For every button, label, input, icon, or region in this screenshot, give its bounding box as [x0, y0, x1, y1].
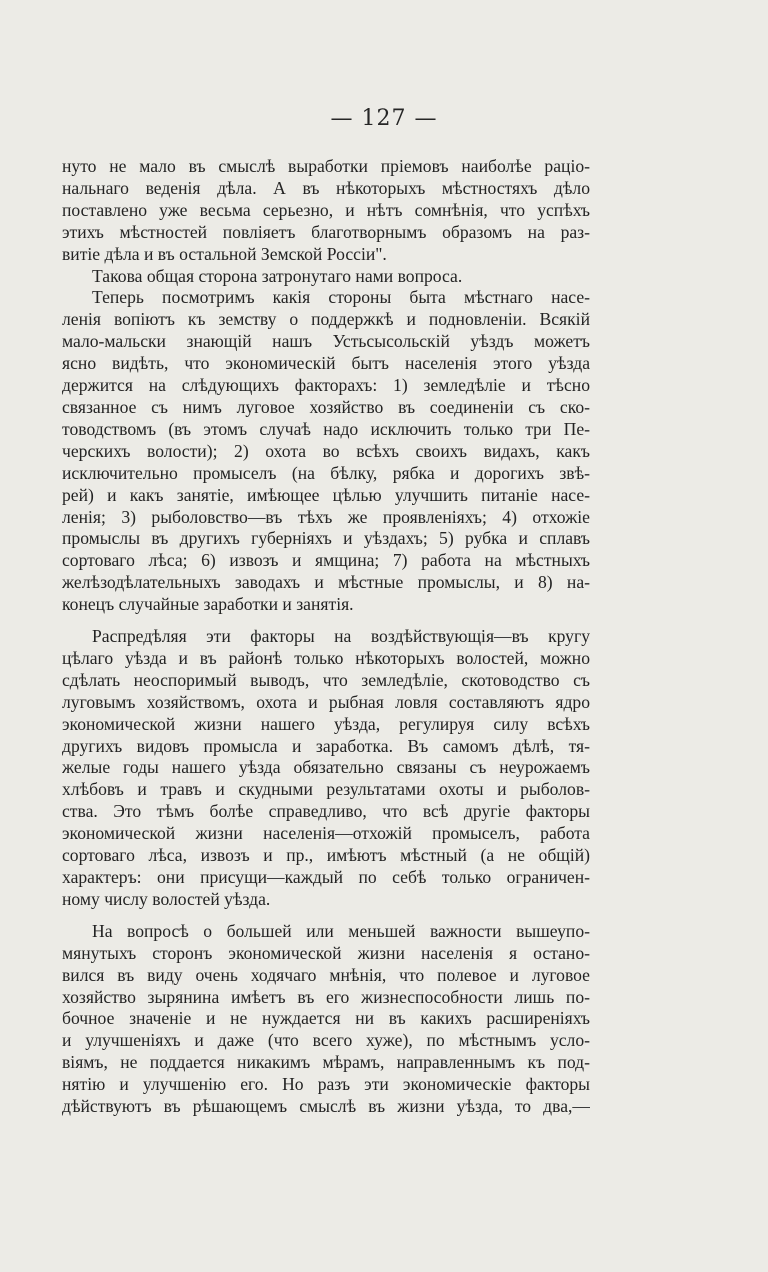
- text-line: товодствомъ (въ этомъ случаѣ надо исключить только три Пе-: [62, 418, 590, 439]
- text-line: сортоваго лѣса; 6) извозъ и ямщина; 7) работа на мѣстныхъ: [62, 550, 590, 571]
- paragraph: [62, 266, 590, 288]
- text-line: ленія вопіютъ къ земству о поддержкѣ и подновленіи. Всякій: [62, 309, 590, 330]
- text-line: экономической жизни населенія—отхожій промыселъ, работа: [62, 823, 590, 844]
- text-line: ному числу волостей уѣзда.: [62, 888, 271, 909]
- body-text: [62, 156, 590, 1118]
- text-line: сдѣлать неоспоримый выводъ, что земледѣліе, скотоводство съ: [62, 669, 590, 690]
- text-line: віямъ, не поддается никакимъ мѣрамъ, направленнымъ къ под-: [62, 1052, 590, 1073]
- text-line: ства. Это тѣмъ болѣе справедливо, что всѣ другіе факторы: [62, 801, 590, 822]
- text-line: цѣлаго уѣзда и въ районѣ только нѣкоторыхъ волостей, можно: [62, 647, 590, 668]
- text-line: хозяйство зырянина имѣетъ въ его жизнеспособности лишь по-: [62, 986, 590, 1007]
- text-line: исключительно промыселъ (на бѣлку, рябка и дорогихъ звѣ-: [62, 462, 590, 483]
- text-line: желѣзодѣлательныхъ заводахъ и мѣстные промыслы, и 8) на-: [62, 572, 590, 593]
- text-line: бочное значеніе и не нуждается ни въ какихъ расширеніяхъ: [62, 1008, 590, 1029]
- paragraph-gap: [62, 911, 590, 921]
- text-line: и улучшеніяхъ и даже (что всего хуже), по мѣстнымъ усло-: [62, 1030, 590, 1051]
- text-line: этихъ мѣстностей повліяетъ благотворнымъ образомъ на раз-: [62, 221, 590, 242]
- text-line: другихъ видовъ промысла и заработка. Въ самомъ дѣлѣ, тя-: [62, 735, 590, 756]
- text-line: витіе дѣла и въ остальной Земской Россіи".: [62, 243, 387, 264]
- paragraph: [62, 156, 590, 266]
- text-line: желые годы нашего уѣзда обязательно связаны съ неурожаемъ: [62, 757, 590, 778]
- text-line: промыслы въ другихъ губерніяхъ и уѣздахъ; 5) рубка и сплавъ: [62, 528, 590, 549]
- text-line: черскихъ волости); 2) охота во всѣхъ своихъ видахъ, какъ: [62, 440, 590, 461]
- paragraph-gap: [62, 616, 590, 626]
- text-line: держится на слѣдующихъ факторахъ: 1) земледѣліе и тѣсно: [62, 375, 590, 396]
- text-line: вился въ виду очень ходячаго мнѣнія, что полевое и луговое: [62, 964, 590, 985]
- paragraph: [62, 921, 590, 1118]
- text-line: ленія; 3) рыболовство—въ тѣхъ же проявленіяхъ; 4) отхожіе: [62, 506, 590, 527]
- text-line: связанное съ нимъ луговое хозяйство въ соединеніи съ ско-: [62, 396, 590, 417]
- text-line: мало-мальски знающій нашъ Устьсысольскій уѣздъ можетъ: [62, 331, 590, 352]
- text-line: нуто не мало въ смыслѣ выработки пріемовъ наиболѣе раціо-: [62, 156, 590, 176]
- text-line: поставлено уже весьма серьезно, и нѣтъ сомнѣнія, что успѣхъ: [62, 199, 590, 220]
- paragraph: [62, 626, 590, 911]
- text-line: нальнаго веденія дѣла. А въ нѣкоторыхъ мѣстностяхъ дѣло: [62, 177, 590, 198]
- text-line: Распредѣляя эти факторы на воздѣйствующія—въ кругу: [92, 626, 590, 647]
- text-line: луговымъ хозяйствомъ, охота и рыбная ловля составляютъ ядро: [62, 691, 590, 712]
- text-line: хлѣбовъ и травъ и скудными результатами охоты и рыболов-: [62, 779, 590, 800]
- text-line: нятію и улучшенію его. Но разъ эти экономическіе факторы: [62, 1074, 590, 1095]
- text-line: Теперь посмотримъ какія стороны быта мѣстнаго насе-: [92, 287, 590, 308]
- text-line: ясно видѣть, что экономическій бытъ населенія этого уѣзда: [62, 353, 590, 374]
- text-line: дѣйствуютъ въ рѣшающемъ смыслѣ въ жизни уѣзда, то два,—: [62, 1096, 590, 1117]
- text-line: экономической жизни нашего уѣзда, регулируя силу всѣхъ: [62, 713, 590, 734]
- page-number: — 127 —: [330, 106, 438, 131]
- text-line: характеръ: они присущи—каждый по себѣ только ограничен-: [62, 867, 590, 887]
- text-line: На вопросѣ о большей или меньшей важности вышеупо-: [92, 920, 590, 941]
- text-line: Такова общая сторона затронутаго нами вопроса.: [92, 265, 463, 286]
- text-line: конецъ случайные заработки и занятія.: [62, 594, 354, 615]
- text-line: сортоваго лѣса, извозъ и пр., имѣютъ мѣстный (а не общій): [62, 845, 590, 866]
- text-line: рей) и какъ занятіе, имѣющее цѣлью улучшить питаніе насе-: [62, 484, 590, 505]
- paragraph: [62, 287, 590, 616]
- text-line: мянутыхъ сторонъ экономической жизни населенія я остано-: [62, 942, 590, 963]
